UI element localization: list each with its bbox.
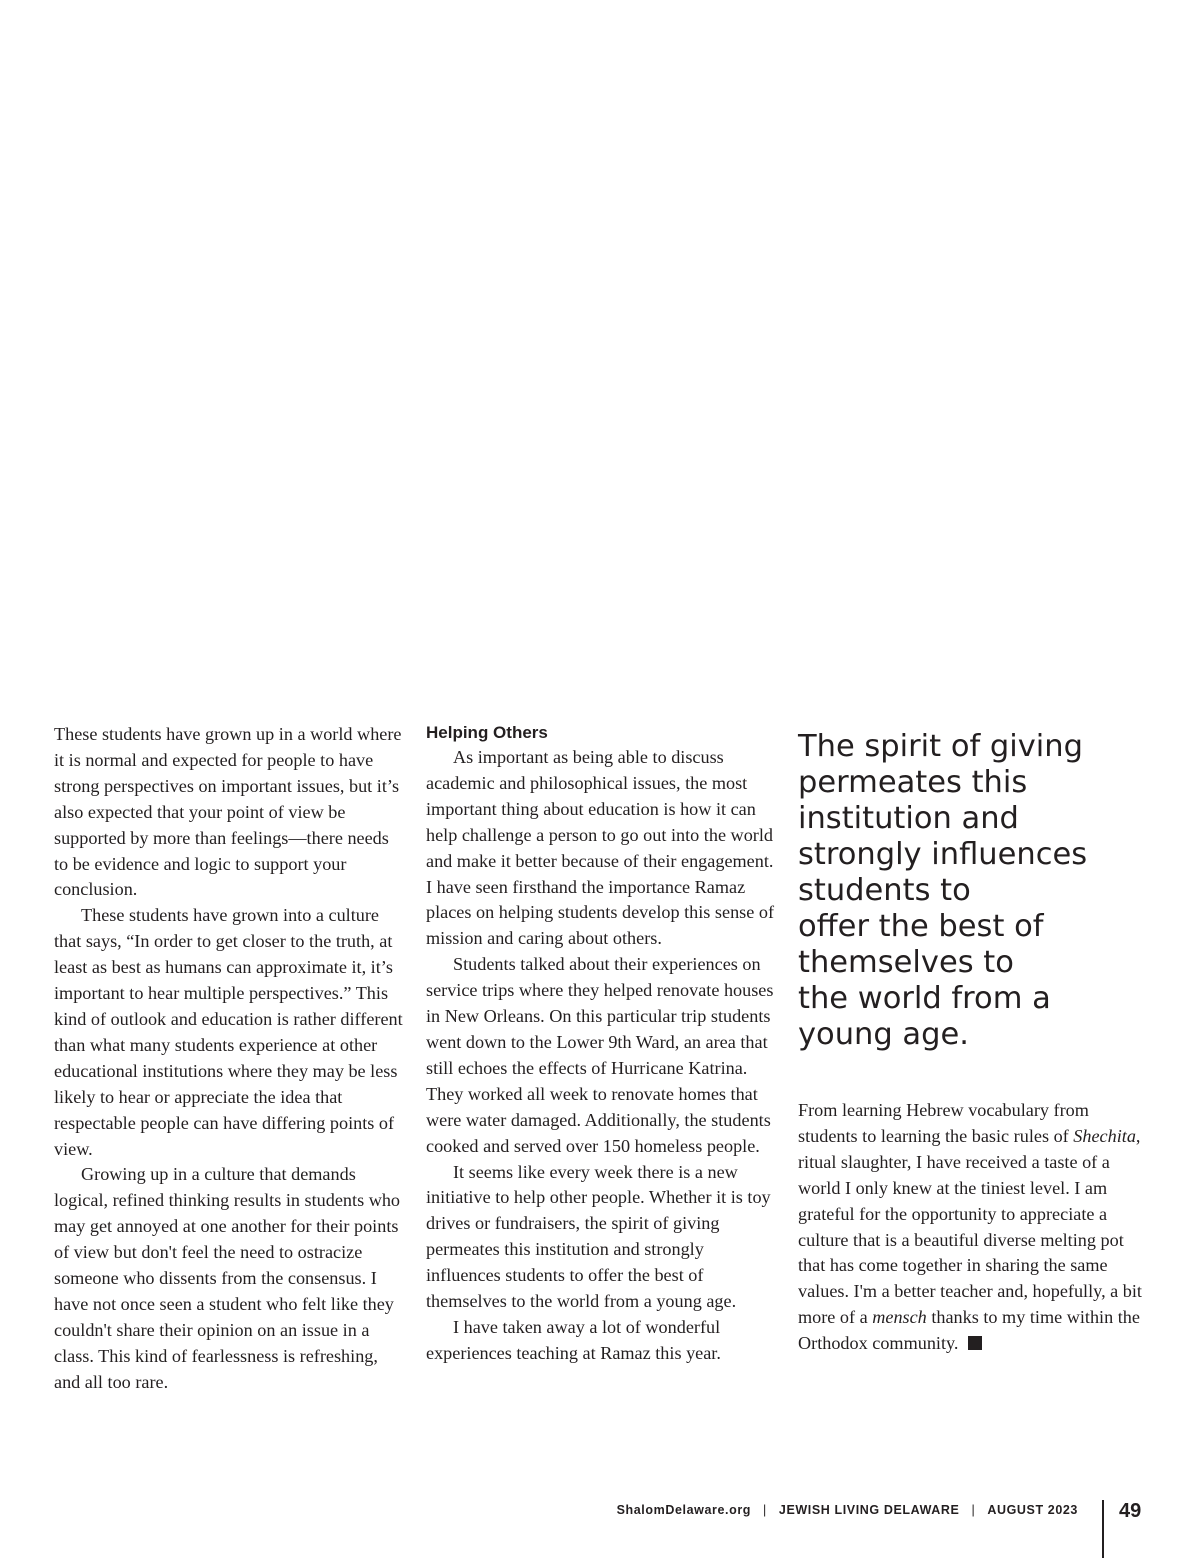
page-number: 49 — [1119, 1500, 1142, 1522]
pull-quote — [798, 729, 1158, 1053]
body-paragraph: These students have grown into a culture that says, “In order to get closer to the truth, at least as best as humans can approximate it, it’s important to hear multiple perspectives.” This kind of outlook and education is rather different than what many students experience at other educational institutions where they may be less likely to hear or appreciate the idea that respectable people can have differing points of view. — [54, 905, 403, 1159]
pull-quote-line: themselves to — [798, 945, 1014, 980]
pull-quote-line: the world from a — [798, 981, 1051, 1016]
footer-website: ShalomDelaware.org — [616, 1503, 752, 1517]
body-paragraph: Growing up in a culture that demands logical, refined thinking results in students who may get annoyed at one another for their points of view but don't feel the need to ostracize someone who dissents from the consensus. I have not once seen a student who felt like they couldn't share their opinion on an issue in a class. This kind of fearlessness is refreshing, and all too rare. — [54, 1164, 401, 1392]
italic-term: Shechita — [1073, 1125, 1136, 1146]
italic-term: mensch — [872, 1307, 927, 1328]
pull-quote-line: The spirit of giving — [798, 729, 1083, 764]
footer-separator: | — [971, 1503, 976, 1517]
body-paragraph: I have taken away a lot of wonderful experiences teaching at Ramaz this year. — [426, 1316, 721, 1363]
article-column-1 — [54, 722, 404, 1396]
body-text: thanks to my time within the Orthodox community. — [798, 1307, 1140, 1354]
pull-quote-line: strongly influences — [798, 837, 1088, 872]
body-paragraph: As important as being able to discuss academic and philosophical issues, the most important thing about education is how it can help challenge a person to go out into the world and make it better because of their engagement. I have seen firsthand the importance Ramaz places on helping students develop this sense of mission and caring about others. — [426, 747, 775, 949]
pull-quote-line: young age. — [798, 1017, 969, 1052]
footer-date: AUGUST 2023 — [987, 1503, 1078, 1517]
footer-publication: JEWISH LIVING DELAWARE — [778, 1503, 960, 1517]
article-column-3 — [798, 1098, 1148, 1357]
pull-quote-line: offer the best of — [798, 909, 1044, 944]
article-column-2 — [426, 722, 776, 1367]
body-paragraph: Students talked about their experiences on service trips where they helped renovate houses in New Orleans. On this particular trip students went down to the Lower 9th Ward, an area that still echoes the effects of Hurricane Katrina. They worked all week to renovate homes that were water damaged. Additionally, the students cooked and served over 150 homeless people. — [426, 954, 774, 1156]
section-subhead: Helping Others — [426, 723, 548, 742]
body-paragraph — [798, 1098, 1148, 1357]
pull-quote-line: institution and — [798, 801, 1019, 836]
pull-quote-line: permeates this — [798, 765, 1028, 800]
footer-separator: | — [763, 1503, 767, 1517]
footer-divider — [1102, 1500, 1104, 1558]
end-mark-icon — [968, 1336, 982, 1350]
body-paragraph: These students have grown up in a world where it is normal and expected for people to have strong perspectives on important issues, but it’s also expected that your point of view be supported by more than feelings—there needs to be evidence and logic to support your conclusion. — [54, 724, 402, 900]
page-footer — [617, 1503, 1078, 1517]
body-text: , ritual slaughter, I have received a taste of a world I only knew at the tiniest level. I am grateful for the opportunity to appreciate a culture that is a beautiful diverse melting pot that has come together in sharing the same values. I'm a better teacher and, hopefully, a bit more of a — [798, 1125, 1142, 1328]
pull-quote-line: students to — [798, 873, 971, 908]
body-text: From learning Hebrew vocabulary from students to learning the basic rules of — [798, 1100, 1089, 1146]
body-paragraph: It seems like every week there is a new initiative to help other people. Whether it is toy drives or fundraisers, the spirit of giving permeates this institution and strongly influences students to offer the best of themselves to the world from a young age. — [426, 1161, 771, 1312]
